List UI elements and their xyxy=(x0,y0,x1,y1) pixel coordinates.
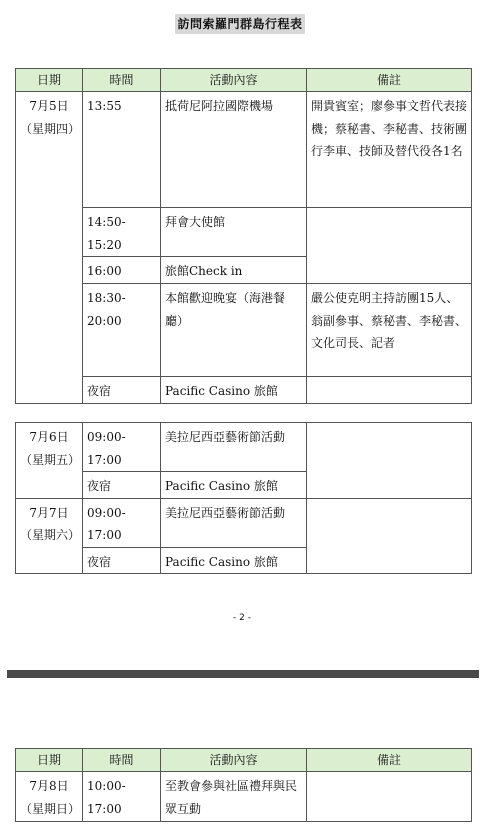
note-cell xyxy=(307,498,472,574)
table-header-row xyxy=(16,69,472,92)
header-notes: 備註 xyxy=(307,69,472,92)
table-row xyxy=(16,423,472,472)
document-title: 訪問索羅門群島行程表 xyxy=(175,14,305,34)
table-row xyxy=(16,284,472,377)
date-cell xyxy=(16,423,83,499)
date-text: 7月8日 xyxy=(29,779,69,793)
time-cell: 13:55 xyxy=(83,92,161,208)
date-text: 7月5日 xyxy=(29,99,69,113)
header-activity: 活動內容 xyxy=(161,749,307,772)
note-cell xyxy=(307,208,472,284)
note-cell: 開貴賓室；廖參事文哲代表接機；蔡秘書、李秘書、技術團行李車、技師及替代役各1名 xyxy=(307,92,472,208)
time-cell: 14:50-15:20 xyxy=(83,208,161,257)
activity-cell: 美拉尼西亞藝術節活動 xyxy=(161,498,307,547)
time-cell: 夜宿 xyxy=(83,472,161,499)
activity-cell: 至教會參與社區禮拜與民眾互動 xyxy=(161,772,307,822)
header-date: 日期 xyxy=(16,749,83,772)
time-cell: 09:00-17:00 xyxy=(83,498,161,547)
note-cell xyxy=(307,772,472,822)
time-cell: 10:00-17:00 xyxy=(83,772,161,822)
activity-cell: Pacific Casino 旅館 xyxy=(161,377,307,404)
schedule-table-day2-3 xyxy=(15,422,472,574)
time-cell: 16:00 xyxy=(83,257,161,284)
time-cell: 夜宿 xyxy=(83,377,161,404)
date-cell xyxy=(16,498,83,574)
weekday-text: （星期五） xyxy=(20,452,81,467)
activity-cell: 拜會大使館 xyxy=(161,208,307,257)
activity-cell: Pacific Casino 旅館 xyxy=(161,547,307,574)
table-row xyxy=(16,772,472,822)
page-break-divider xyxy=(7,670,479,678)
note-cell xyxy=(307,423,472,499)
weekday-text: （星期日） xyxy=(20,801,81,816)
activity-cell: 美拉尼西亞藝術節活動 xyxy=(161,423,307,472)
table-row xyxy=(16,208,472,257)
header-notes: 備註 xyxy=(307,749,472,772)
note-cell: 嚴公使克明主持訪團15人、翁副參事、蔡秘書、李秘書、文化司長、記者 xyxy=(307,284,472,377)
activity-cell: 旅館Check in xyxy=(161,257,307,284)
header-time: 時間 xyxy=(83,749,161,772)
time-cell: 夜宿 xyxy=(83,547,161,574)
table-row xyxy=(16,498,472,547)
note-cell xyxy=(307,377,472,404)
time-cell: 18:30-20:00 xyxy=(83,284,161,377)
header-date: 日期 xyxy=(16,69,83,92)
table-row xyxy=(16,377,472,404)
date-text: 7月6日 xyxy=(29,430,69,444)
header-activity: 活動內容 xyxy=(161,69,307,92)
activity-cell: 本館歡迎晚宴（海港餐廳） xyxy=(161,284,307,377)
page-number: - 2 - xyxy=(233,613,251,623)
activity-cell: Pacific Casino 旅館 xyxy=(161,472,307,499)
schedule-table-day4 xyxy=(15,748,472,822)
schedule-table-day1 xyxy=(15,68,472,404)
date-cell xyxy=(16,92,83,404)
table-row xyxy=(16,92,472,208)
date-cell xyxy=(16,772,83,822)
weekday-text: （星期四） xyxy=(20,121,81,136)
date-text: 7月7日 xyxy=(29,505,69,520)
header-time: 時間 xyxy=(83,69,161,92)
time-cell: 09:00-17:00 xyxy=(83,423,161,472)
table-header-row xyxy=(16,749,472,772)
weekday-text: （星期六） xyxy=(20,528,81,542)
activity-cell: 抵荷尼阿拉國際機場 xyxy=(161,92,307,208)
